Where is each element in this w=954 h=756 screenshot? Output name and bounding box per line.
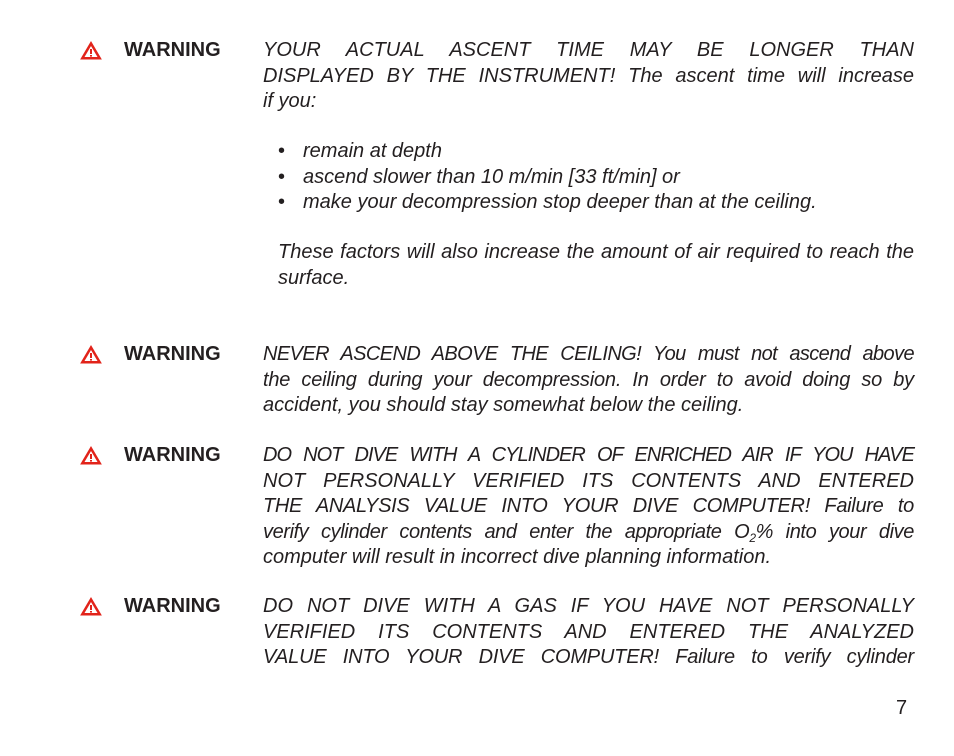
warning-label: WARNING (124, 595, 221, 617)
text-line: NOT PERSONALLY VERIFIED ITS CONTENTS AND ENTERED (263, 469, 914, 492)
text-line: NEVER ASCEND ABOVE THE CEILING! You must not ascend above (263, 343, 914, 365)
bullet: • (278, 191, 286, 213)
warning-text (263, 443, 914, 571)
factors-note (278, 240, 914, 291)
condition-list (278, 139, 817, 216)
o2-subscript: 2 (749, 530, 756, 545)
o2-text-before: verify cylinder contents and enter the appropriate O (263, 520, 750, 543)
warning-label: WARNING (124, 444, 221, 466)
warning-label: WARNING (124, 343, 221, 365)
text-line: if you: (263, 90, 317, 112)
text-line (263, 520, 914, 546)
page-number: 7 (896, 697, 908, 719)
text-line: THE ANALYSIS VALUE INTO YOUR DIVE COMPUTER! Failure to (263, 495, 914, 517)
warning-triangle-icon (80, 345, 102, 364)
text-line: DISPLAYED BY THE INSTRUMENT! The ascent time will increase (263, 64, 914, 87)
list-item (278, 165, 817, 191)
text-line: YOUR ACTUAL ASCENT TIME MAY BE LONGER THAN (263, 39, 914, 61)
list-item (278, 190, 817, 216)
text-line: accident, you should stay somewhat below the ceiling. (263, 394, 744, 416)
text-line: DO NOT DIVE WITH A GAS IF YOU HAVE NOT PERSONALLY (263, 595, 914, 617)
text-line: reach the surface. (278, 241, 914, 289)
warning-text (263, 38, 914, 115)
text-line: computer will result in incorrect dive planning information. (263, 546, 772, 568)
text-line: VALUE INTO YOUR DIVE COMPUTER! Failure to verify cylinder (263, 646, 914, 668)
warning-text (263, 342, 914, 419)
list-item-text: remain at depth (303, 140, 442, 162)
warning-text (263, 594, 914, 671)
text-line: These factors will also increase the amount of air required to (278, 241, 823, 263)
bullet: • (278, 140, 286, 162)
list-item-text: ascend slower than 10 m/min [33 ft/min] or (303, 165, 680, 188)
text-line: the ceiling during your decompression. In order to avoid doing so by (263, 368, 914, 391)
text-line: DO NOT DIVE WITH A CYLINDER OF ENRICHED AIR IF YOU HAVE (263, 444, 914, 466)
warning-triangle-icon (80, 41, 102, 60)
o2-text-after: % into your dive (755, 520, 914, 543)
bullet: • (278, 165, 286, 188)
warning-triangle-icon (80, 597, 102, 616)
list-item-text: make your decompression stop deeper than at the ceiling. (303, 191, 817, 213)
list-item (278, 139, 817, 165)
warning-label: WARNING (124, 39, 221, 61)
warning-triangle-icon (80, 446, 102, 465)
text-line: VERIFIED ITS CONTENTS AND ENTERED THE ANALYZED (263, 620, 914, 643)
